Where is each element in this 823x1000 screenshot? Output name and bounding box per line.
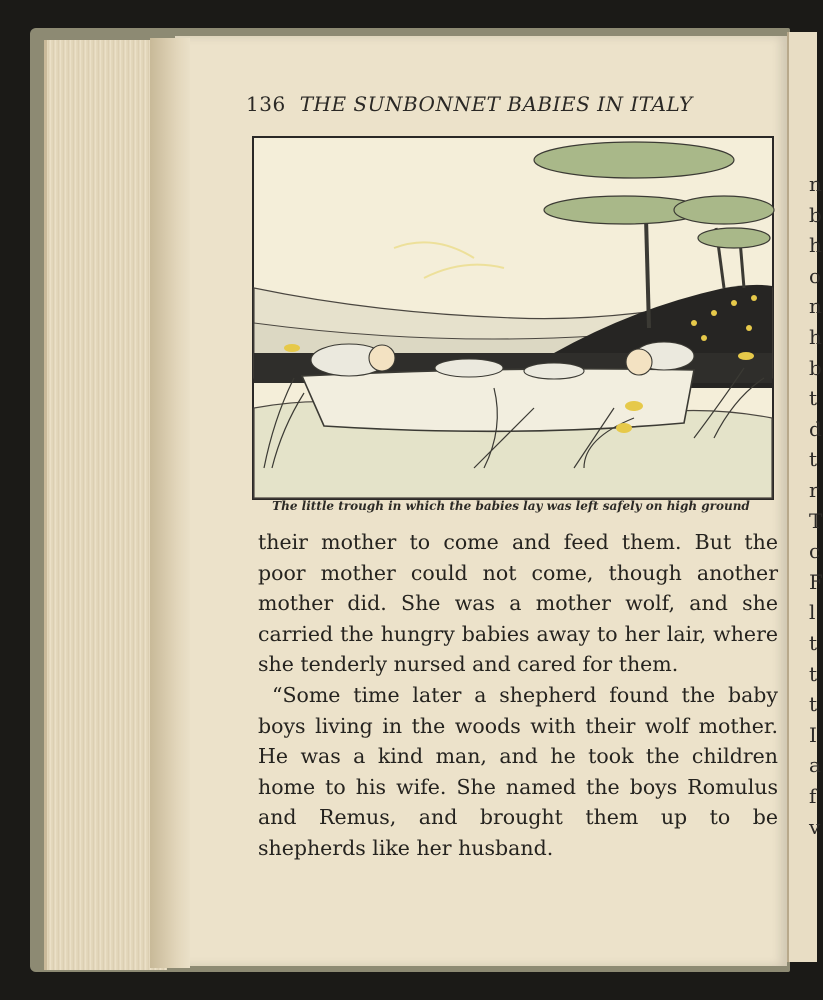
facing-page-letter: t xyxy=(809,692,818,717)
facing-page-letter: T xyxy=(809,508,823,533)
facing-page-letter: F xyxy=(809,569,823,594)
facing-page-letter: d xyxy=(809,416,822,441)
page-number: 136 xyxy=(246,92,286,116)
body-text xyxy=(258,527,778,864)
facing-page-letter: o xyxy=(809,263,822,288)
facing-page-edge xyxy=(787,32,823,962)
facing-page-letter: n xyxy=(809,172,822,196)
facing-page-letter: c xyxy=(809,539,821,564)
facing-page-letter: f xyxy=(809,784,817,808)
facing-page-letter: l xyxy=(809,600,816,625)
facing-page-letter: a xyxy=(809,753,821,778)
paragraph-2: “Some time later a shepherd found the baby boys living in the woods with their wolf mother. He was a kind man, and he took the children home to his wife. She named the boys Romulus and Remus, and brought them up to be shepherds like her husband. xyxy=(258,682,778,860)
illustration-babies-in-trough xyxy=(252,136,774,500)
illustration-caption: The little trough in which the babies lay was left safely on high ground xyxy=(272,499,750,513)
page-gutter xyxy=(150,38,190,968)
facing-page-letter: I xyxy=(809,722,817,747)
running-title: THE SUNBONNET BABIES IN ITALY xyxy=(299,92,693,116)
facing-page-letter: t xyxy=(809,661,818,686)
facing-page-letter: b xyxy=(809,355,822,380)
facing-page-letter: h xyxy=(809,325,822,349)
page-stack-edge xyxy=(44,40,167,970)
facing-page-letter: h xyxy=(809,233,822,258)
facing-page-letter: t xyxy=(809,631,818,655)
page-header xyxy=(246,92,746,116)
facing-page-letter: n xyxy=(809,294,822,319)
facing-page-letter: v xyxy=(809,814,821,839)
facing-page-letter: t xyxy=(809,447,818,472)
illustration-drawing xyxy=(254,138,772,498)
facing-page-letter: t xyxy=(809,386,818,411)
facing-page-letter: b xyxy=(809,202,822,227)
facing-page-letter: r xyxy=(809,478,819,502)
paragraph-1: their mother to come and feed them. But the poor mother could not come, though another mother did. She was a mother wolf, and she carried the hungry babies away to her lair, where she tenderly nursed and cared for them. xyxy=(258,530,778,677)
